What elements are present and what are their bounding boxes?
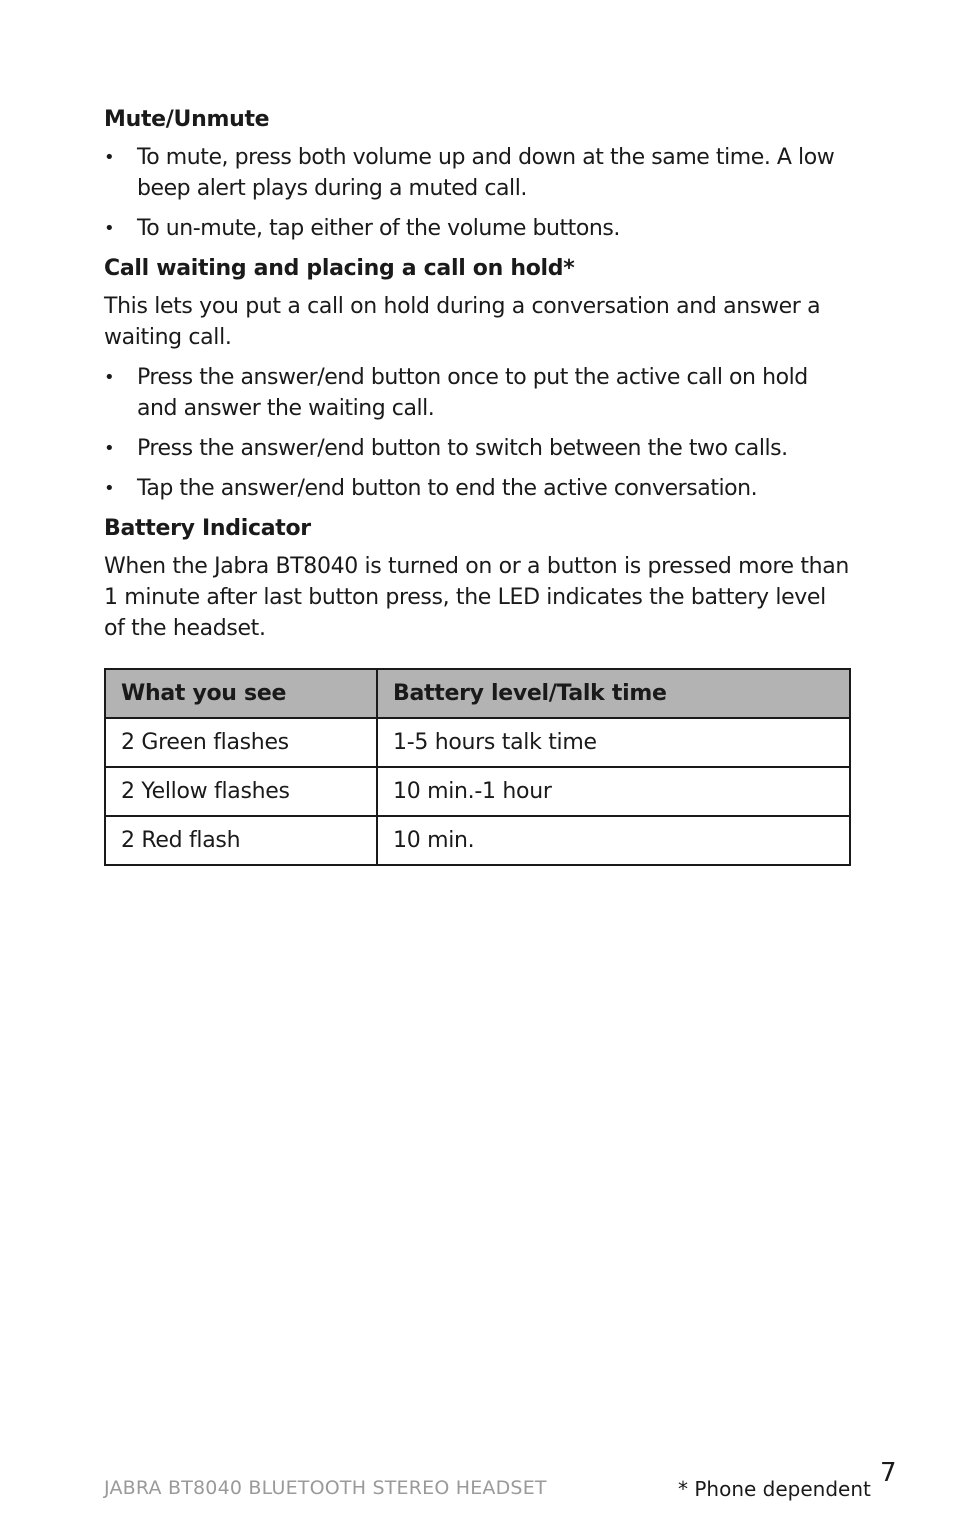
mute-bullet-list [104, 142, 851, 244]
list-item [104, 433, 851, 464]
list-item-text: Press the answer/end button to switch between the two calls. [137, 436, 788, 461]
page-content [104, 104, 851, 866]
bullet-icon: • [104, 367, 115, 388]
bullet-icon: • [104, 478, 115, 499]
section-heading-mute: Mute/Unmute [104, 107, 270, 132]
table-cell: 1-5 hours talk time [377, 718, 850, 767]
table-row [105, 767, 850, 816]
section-heading-call-waiting: Call waiting and placing a call on hold* [104, 256, 575, 281]
list-item-text: To mute, press both volume up and down at the same time. A low beep alert plays during a muted call. [137, 145, 835, 201]
footer-product-name: JABRA BT8040 BLUETOOTH STEREO HEADSET [104, 1477, 547, 1499]
bullet-icon: • [104, 218, 115, 239]
table-header-row [105, 669, 850, 718]
list-item-text: Press the answer/end button once to put the active call on hold and answer the waiting call. [137, 365, 808, 421]
table-cell: 10 min. [377, 816, 850, 865]
table-row [105, 718, 850, 767]
table-cell: 2 Yellow flashes [105, 767, 377, 816]
call-waiting-bullet-list [104, 362, 851, 504]
table-row [105, 816, 850, 865]
list-item-text: Tap the answer/end button to end the active conversation. [137, 476, 758, 501]
page-number: 7 [880, 1458, 897, 1488]
list-item-text: To un-mute, tap either of the volume buttons. [137, 216, 620, 241]
list-item [104, 213, 851, 244]
table-header-battery-level: Battery level/Talk time [377, 669, 850, 718]
list-item [104, 362, 851, 424]
table-header-what-you-see: What you see [105, 669, 377, 718]
battery-body: When the Jabra BT8040 is turned on or a button is pressed more than 1 minute after last button press, the LED indicates the battery level of the headset. [104, 554, 849, 641]
bullet-icon: • [104, 147, 115, 168]
table-cell: 10 min.-1 hour [377, 767, 850, 816]
bullet-icon: • [104, 438, 115, 459]
table-cell: 2 Green flashes [105, 718, 377, 767]
list-item [104, 473, 851, 504]
battery-table [104, 668, 851, 866]
list-item [104, 142, 851, 204]
call-waiting-intro: This lets you put a call on hold during a conversation and answer a waiting call. [104, 294, 821, 350]
section-heading-battery: Battery Indicator [104, 516, 311, 541]
footer-note: * Phone dependent [678, 1477, 871, 1501]
table-cell: 2 Red flash [105, 816, 377, 865]
